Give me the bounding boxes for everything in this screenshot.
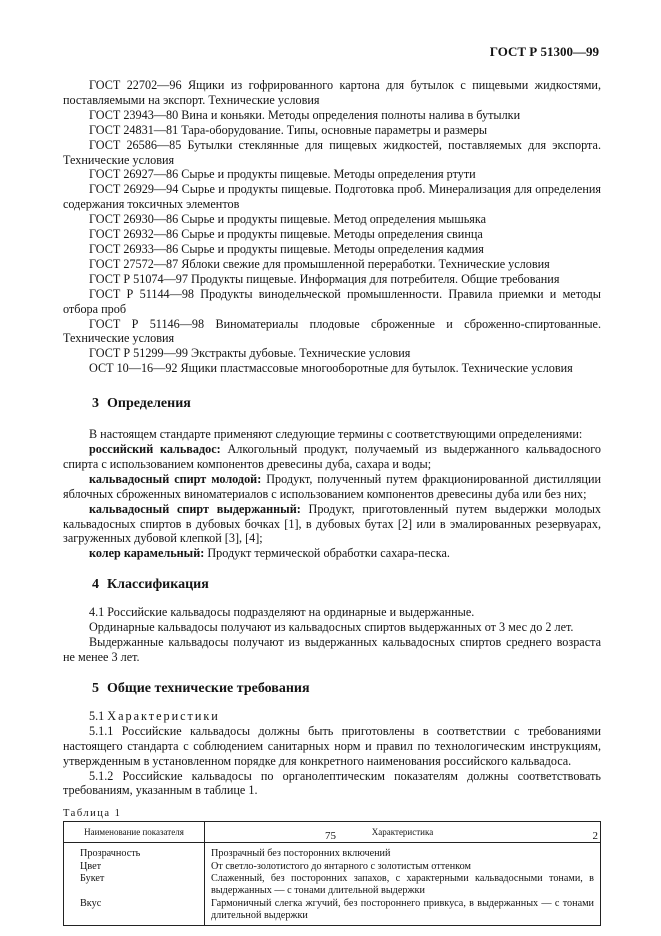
reference-item: ГОСТ 26929—94 Сырье и продукты пищевые. Подготовка проб. Минерализация для определения содержания токсичных элементов: [63, 182, 601, 212]
section-4-heading: [63, 576, 601, 594]
definition-text: Продукт, приготовленный путем выдержки молодых кальвадосных спиртов в дубовых бочках [1], в дубовых бутах [2] или в эмалированных резервуарах, загруженных дубовой клепкой [3], [4];: [63, 501, 601, 546]
table-cell-characteristic: От светло-золотистого до янтарного с золотистым оттенком: [211, 860, 471, 872]
section-3-heading: [63, 395, 601, 413]
page-number-right: 2: [592, 830, 598, 842]
reference-item: ОСТ 10—16—92 Ящики пластмассовые многооборотные для бутылок. Технические условия: [89, 361, 573, 376]
definition-text: Алкогольный продукт, получаемый из выдержанного кальвадосного спирта с использованием компонентов древесины дуба, сахара и воды;: [63, 442, 601, 471]
definitions-intro: В настоящем стандарте применяют следующие термины с соответствующими определениями:: [89, 427, 583, 442]
definition-term: колер карамельный:: [89, 546, 205, 561]
page-content: [63, 78, 601, 926]
reference-item: ГОСТ Р 51144—98 Продукты винодельческой промышленности. Правила приемки и методы отбора проб: [63, 286, 601, 316]
definition-text: Продукт термической обработки сахара-песка.: [204, 546, 450, 561]
reference-item: ГОСТ Р 51299—99 Экстракты дубовые. Технические условия: [89, 346, 411, 361]
definition-text: Продукт, полученный путем фракционированной дистилляции яблочных сброженных виноматериалов с использованием компонентов древесины дуба или без них;: [63, 471, 601, 501]
definition-item: [63, 472, 601, 502]
reference-item: ГОСТ 27572—87 Яблоки свежие для промышленной переработки. Технические условия: [89, 256, 550, 271]
page-number-center: 75: [325, 830, 336, 842]
section-number: 4: [92, 577, 99, 593]
section-title: Общие технические требования: [107, 680, 310, 696]
paragraph: 5.1.1 Российские кальвадосы должны быть приготовлены в соответствии с требованиями настоящего стандарта с соблюдением санитарных норм и правил по технологическим инструкциям, утвержденным в установленном порядке для конкретного наименования российского кальвадоса.: [63, 723, 601, 768]
table-cell-characteristic: Гармоничный слегка жгучий, без постороннего привкуса, в выдержанных — с тонами длительной выдержки: [211, 897, 594, 921]
reference-item: ГОСТ 23943—80 Вина и коньяки. Методы определения полноты налива в бутылки: [89, 107, 521, 122]
section-number: 5: [92, 680, 99, 696]
reference-item: ГОСТ 24831—81 Тара-оборудование. Типы, основные параметры и размеры: [89, 122, 488, 137]
table-cell-characteristic: Слаженный, без посторонних запахов, с характерными кальвадосными тонами, в выдержанных — с тонами длительной выдержки: [211, 872, 594, 897]
subsection-title: Характеристики: [107, 708, 220, 723]
section-5-heading: [63, 680, 601, 698]
reference-item: ГОСТ 26932—86 Сырье и продукты пищевые. Методы определения свинца: [89, 227, 483, 242]
reference-item: ГОСТ Р 51074—97 Продукты пищевые. Информация для потребителя. Общие требования: [89, 271, 560, 286]
table-row: [64, 843, 601, 861]
paragraph: 4.1 Российские кальвадосы подразделяют на ординарные и выдержанные.: [89, 605, 475, 620]
normative-references: [63, 78, 601, 376]
table-header-indicator: Наименование показателя: [64, 822, 205, 843]
definition-item: [63, 442, 601, 472]
table-header-characteristic: Характеристика: [205, 822, 601, 843]
section-title: Классификация: [107, 577, 209, 593]
subsection-number: 5.1: [89, 708, 105, 723]
definition-term: российский кальвадос:: [89, 442, 221, 457]
reference-item: ГОСТ 26933—86 Сырье и продукты пищевые. Методы определения кадмия: [89, 241, 484, 256]
table-cell-indicator: Прозрачность: [64, 843, 205, 861]
paragraph: 5.1.2 Российские кальвадосы по органолептическим показателям должны соответствовать требованиям, указанным в таблице 1.: [63, 768, 601, 798]
reference-item: ГОСТ 26586—85 Бутылки стеклянные для пищевых жидкостей, поставляемых для экспорта. Технические условия: [63, 137, 601, 167]
definition-item: [63, 546, 601, 561]
section-number: 3: [92, 396, 99, 412]
table-cell-indicator: Вкус: [64, 898, 205, 926]
definition-term: кальвадосный спирт молодой:: [89, 471, 262, 486]
definition-term: кальвадосный спирт выдержанный:: [89, 501, 301, 516]
table-cell-indicator: Цвет: [64, 861, 205, 873]
table-cell-characteristic: Прозрачный без посторонних включений: [211, 848, 391, 860]
table-caption: Таблица 1: [63, 808, 122, 820]
document-id: ГОСТ Р 51300—99: [489, 44, 599, 59]
table-row: [64, 861, 601, 873]
definition-item: [63, 502, 601, 547]
table-row: [64, 873, 601, 898]
reference-item: ГОСТ 22702—96 Ящики из гофрированного картона для бутылок с пищевыми жидкостями, поставляемыми на экспорт. Технические условия: [63, 78, 601, 107]
paragraph: Ординарные кальвадосы получают из кальвадосных спиртов выдержанных от 3 мес до 2 лет.: [89, 620, 574, 635]
table-row: [64, 898, 601, 926]
reference-item: ГОСТ Р 51146—98 Виноматериалы плодовые сброженные и сброженно-спиртованные. Технические условия: [63, 316, 601, 346]
reference-item: ГОСТ 26930—86 Сырье и продукты пищевые. Метод определения мышьяка: [89, 212, 487, 227]
subsection-heading: [63, 709, 601, 724]
reference-item: ГОСТ 26927—86 Сырье и продукты пищевые. Методы определения ртути: [89, 167, 476, 182]
table-cell-indicator: Букет: [64, 873, 205, 898]
section-title: Определения: [107, 396, 191, 412]
paragraph: Выдержанные кальвадосы получают из выдержанных кальвадосных спиртов среднего возраста не менее 3 лет.: [63, 635, 601, 664]
